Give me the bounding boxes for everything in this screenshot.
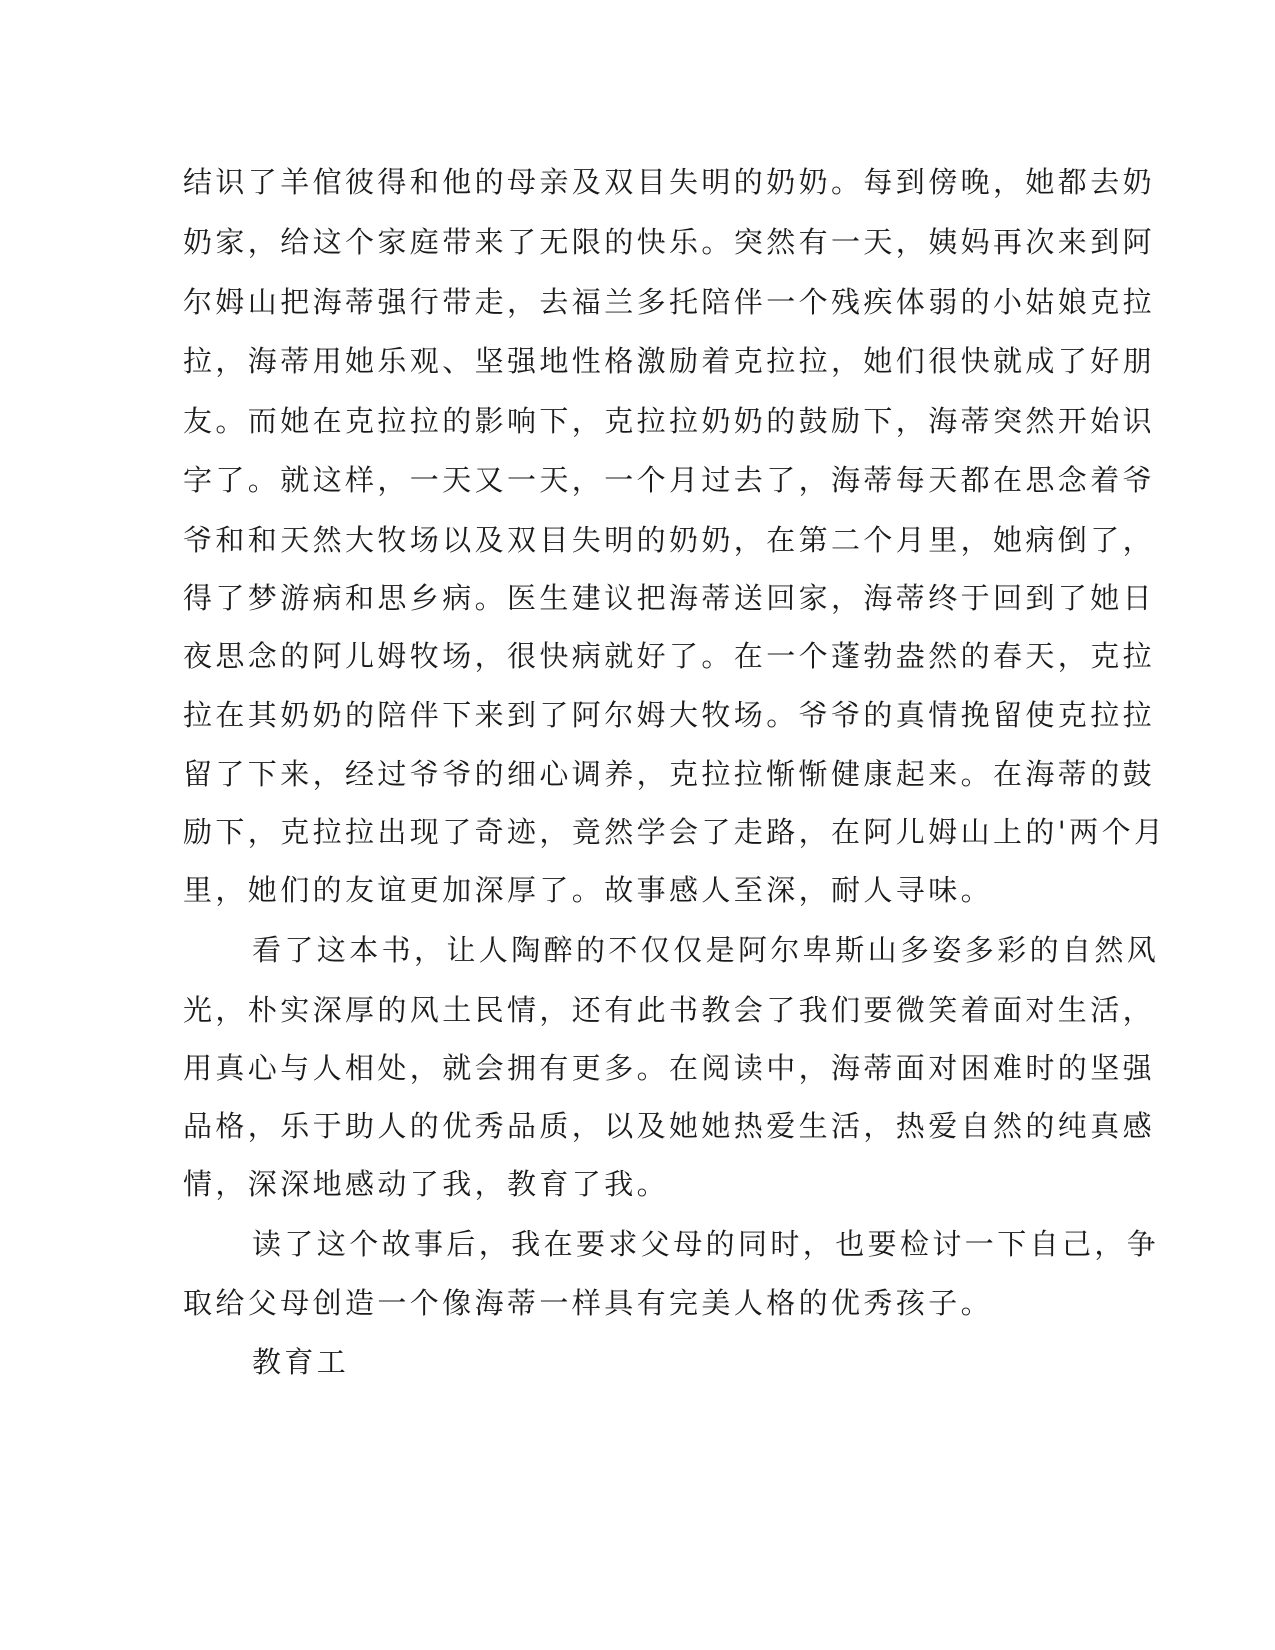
text-line: 拉，海蒂用她乐观、坚强地性格激励着克拉拉，她们很快就成了好朋 (183, 344, 1156, 378)
text-line: 结识了羊倌彼得和他的母亲及双目失明的奶奶。每到傍晚，她都去奶 (183, 165, 1156, 199)
text-line: 字了。就这样，一天又一天，一个月过去了，海蒂每天都在思念着爷 (183, 463, 1156, 497)
paragraph-first-line: 读了这个故事后，我在要求父母的同时，也要检讨一下自己，争 (252, 1227, 1160, 1261)
text-line: 品格，乐于助人的优秀品质，以及她她热爱生活，热爱自然的纯真感 (183, 1109, 1156, 1143)
text-line: 情，深深地感动了我，教育了我。 (183, 1167, 670, 1201)
text-line: 里，她们的友谊更加深厚了。故事感人至深，耐人寻味。 (183, 873, 994, 907)
text-line: 友。而她在克拉拉的影响下，克拉拉奶奶的鼓励下，海蒂突然开始识 (183, 404, 1156, 438)
text-line: 奶家，给这个家庭带来了无限的快乐。突然有一天，姨妈再次来到阿 (183, 225, 1156, 259)
text-line: 取给父母创造一个像海蒂一样具有完美人格的优秀孩子。 (183, 1286, 994, 1320)
text-line: 夜思念的阿儿姆牧场，很快病就好了。在一个蓬勃盎然的春天，克拉 (183, 639, 1156, 673)
paragraph-first-line: 教育工 (252, 1345, 350, 1379)
paragraph-first-line: 看了这本书，让人陶醉的不仅仅是阿尔卑斯山多姿多彩的自然风 (252, 933, 1160, 967)
text-line: 励下，克拉拉出现了奇迹，竟然学会了走路，在阿儿姆山上的'两个月 (183, 815, 1167, 849)
text-line: 尔姆山把海蒂强行带走，去福兰多托陪伴一个残疾体弱的小姑娘克拉 (183, 285, 1156, 319)
text-line: 拉在其奶奶的陪伴下来到了阿尔姆大牧场。爷爷的真情挽留使克拉拉 (183, 698, 1156, 732)
text-line: 留了下来，经过爷爷的细心调养，克拉拉惭惭健康起来。在海蒂的鼓 (183, 757, 1156, 791)
text-line: 光，朴实深厚的风土民情，还有此书教会了我们要微笑着面对生活， (183, 993, 1156, 1027)
text-line: 爷和和天然大牧场以及双目失明的奶奶，在第二个月里，她病倒了， (183, 523, 1156, 557)
text-line: 用真心与人相处，就会拥有更多。在阅读中，海蒂面对困难时的坚强 (183, 1051, 1156, 1085)
text-line: 得了梦游病和思乡病。医生建议把海蒂送回家，海蒂终于回到了她日 (183, 581, 1156, 615)
